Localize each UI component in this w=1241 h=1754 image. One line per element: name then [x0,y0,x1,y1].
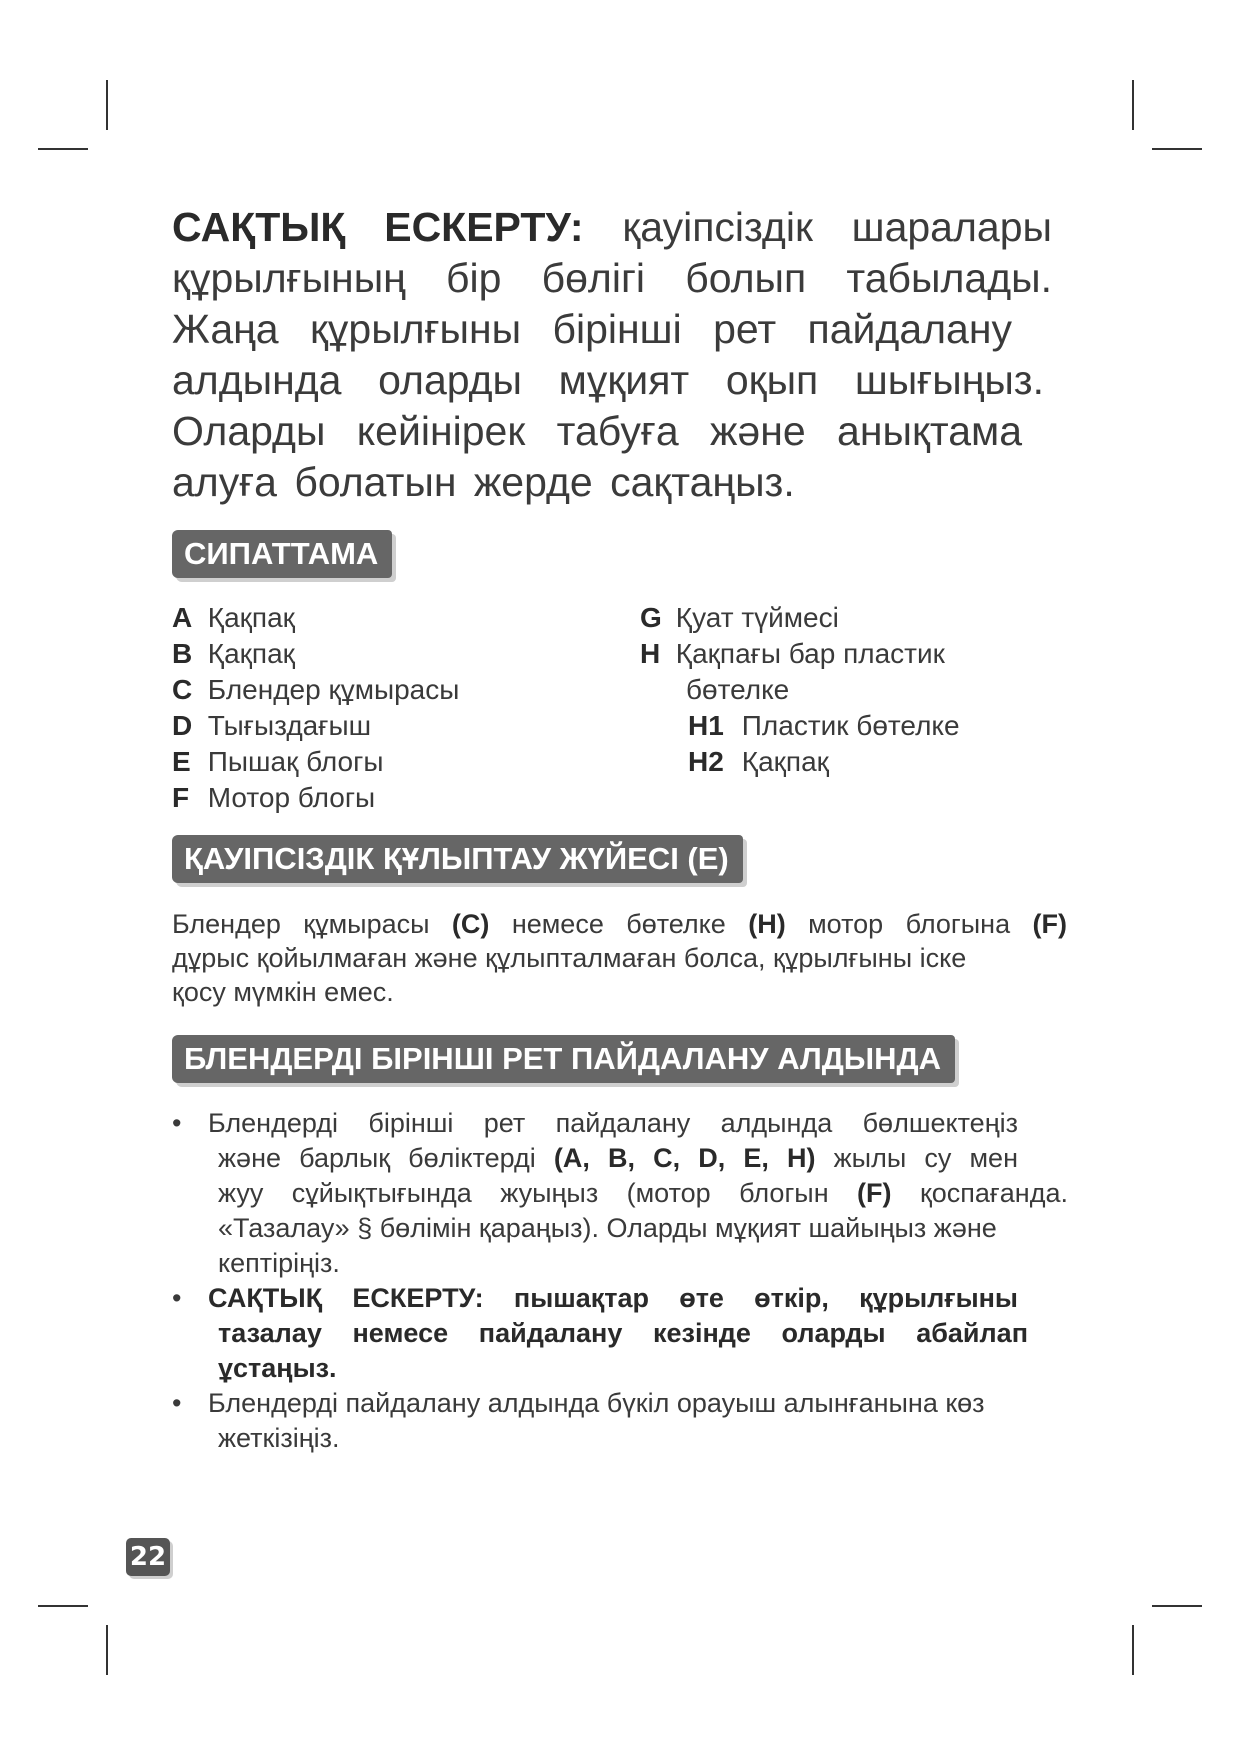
list-item: H Қақпағы бар пластик [640,638,945,669]
list-item: H1 Пластик бөтелке [688,710,960,741]
crop-mark [1152,1605,1202,1607]
crop-mark [38,148,88,150]
crop-mark [1132,1625,1134,1675]
list-item: A Қақпақ [172,602,295,633]
list-item: бөтелке [686,674,790,705]
section-heading-safety-lock: ҚАУІПСІЗДІК ҚҰЛЫПТАУ ЖҮЙЕСІ (E) [172,835,743,883]
list-item: • Блендерді пайдалану алдында бүкіл орауыш алынғанына көз жеткізіңіз. [172,1388,985,1453]
parts-list-right [640,600,960,780]
list-item: D Тығыздағыш [172,710,372,741]
crop-mark [1132,80,1134,130]
list-item: F Мотор блогы [172,782,376,813]
section-heading-description: СИПАТТАМА [172,530,392,578]
list-item: E Пышақ блогы [172,746,384,777]
before-first-use-list [172,1106,1072,1456]
bullet-icon: • [172,1108,182,1138]
section-heading-before-first-use: БЛЕНДЕРДІ БІРІНШІ РЕТ ПАЙДАЛАНУ АЛДЫНДА [172,1035,955,1083]
list-item: • Блендерді бірінші рет пайдалану алдында бөлшектеңіз және барлық бөліктерді (A, B, C, D, E, H) жылы су мен жуу сұйықтығында жуыңыз (мотор блогын (F) қоспағанда. «Тазалау» § бөлімін қараңыз). Оларды мұқият шайыңыз және кептіріңіз. [172,1108,1068,1278]
intro-warning: САҚТЫҚ ЕСКЕРТУ: қауіпсіздік шаралары құрылғының бір бөлігі болып табылады. Жаңа құрылғыны бірінші рет пайдалану алдында оларды мұқият оқып шығыңыз. Оларды кейінірек табуға және анықтама алуға болатын жерде сақтаңыз. [172,204,1052,505]
page-number: 22 [126,1538,170,1576]
list-item: B Қақпақ [172,638,295,669]
parts-list-left [172,600,459,816]
intro-lead: САҚТЫҚ ЕСКЕРТУ: [172,204,584,250]
crop-mark [106,1625,108,1675]
crop-mark [106,80,108,130]
list-item: H2 Қақпақ [688,746,829,777]
list-item: C Блендер құмырасы [172,674,460,705]
crop-mark [38,1605,88,1607]
bullet-icon: • [172,1283,182,1313]
crop-mark [1152,148,1202,150]
bullet-icon: • [172,1388,182,1418]
list-item: • САҚТЫҚ ЕСКЕРТУ: пышақтар өте өткір, құрылғыны тазалау немесе пайдалану кезінде оларды абайлап ұстаңыз. [172,1283,1028,1383]
safety-lock-text: Блендер құмырасы (C) немесе бөтелке (H) мотор блогына (F) дұрыс қойылмаған және құлыпталмаған болса, құрылғыны іске қосу мүмкін емес. [172,909,1067,1007]
list-item: G Қуат түймесі [640,602,839,633]
